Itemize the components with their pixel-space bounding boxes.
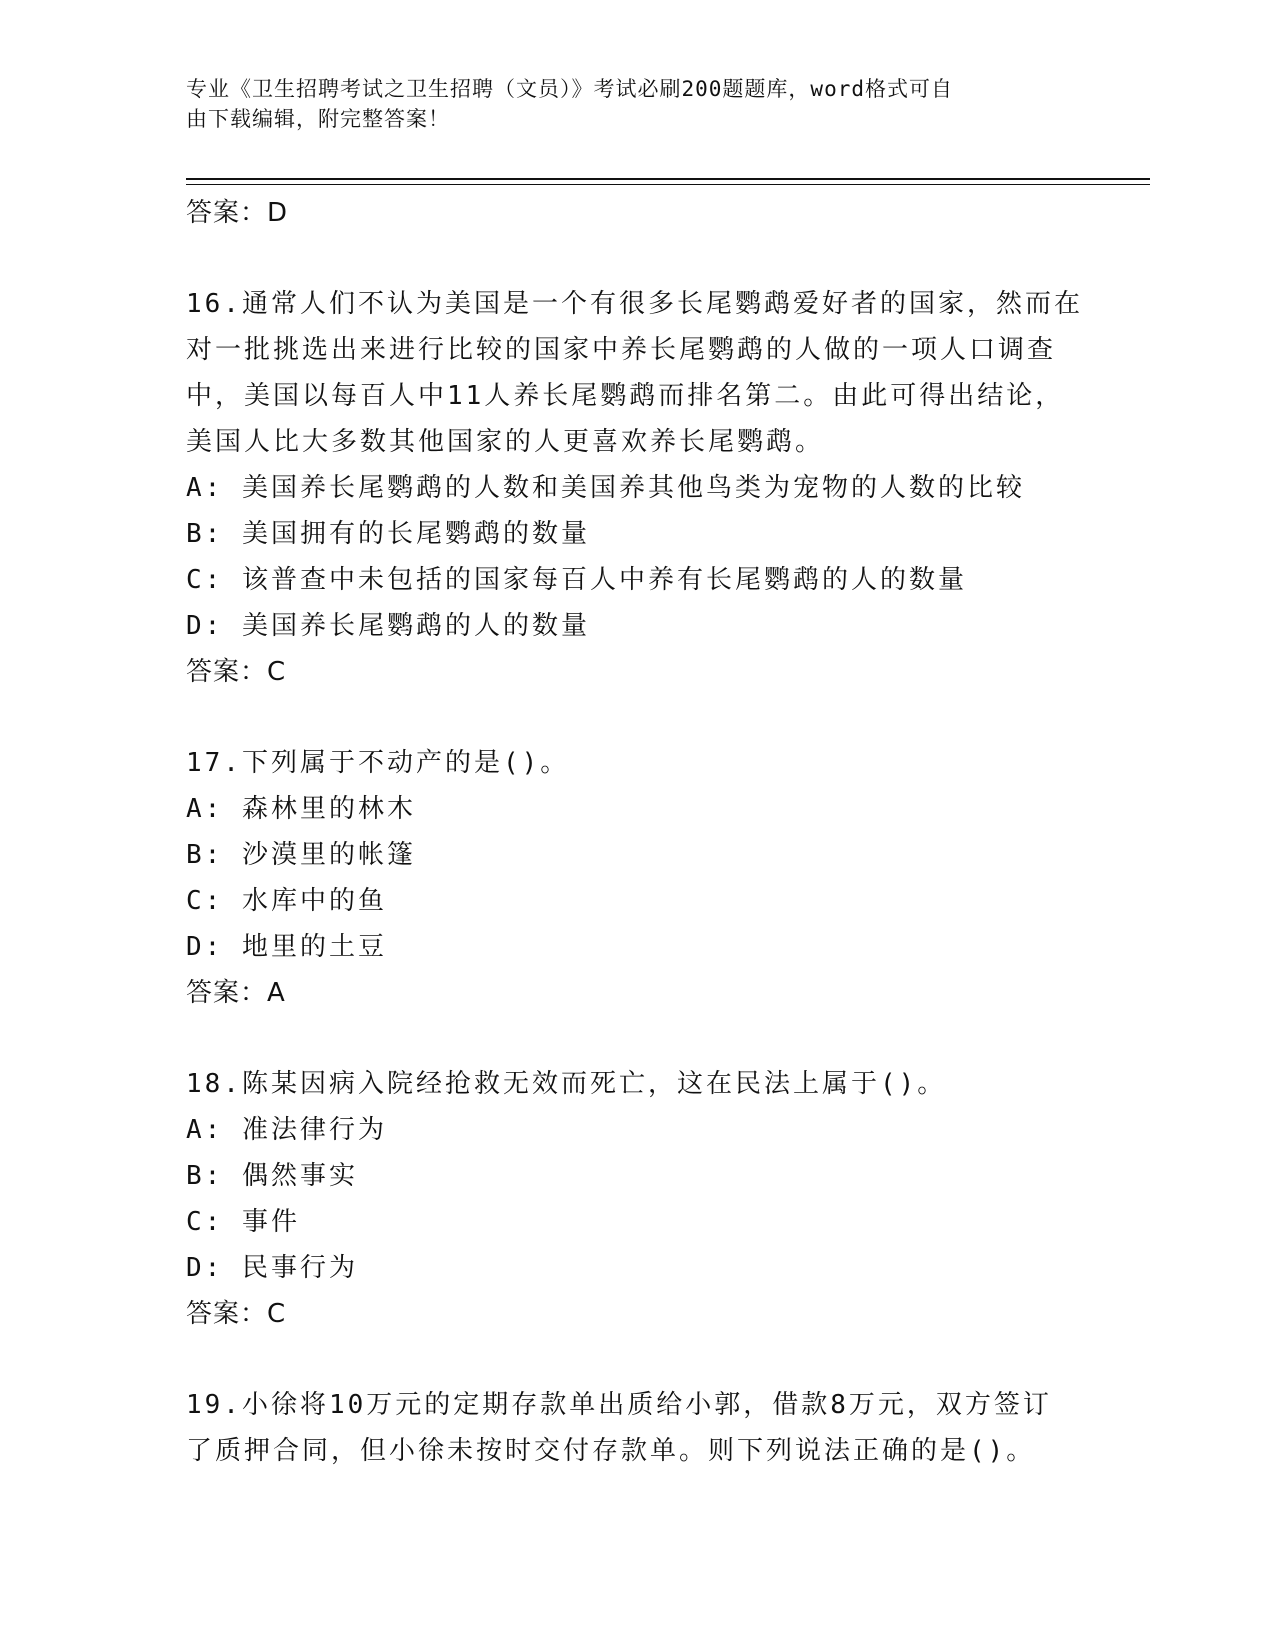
option-d: D: 美国养长尾鹦鹉的人的数量 bbox=[186, 611, 590, 641]
previous-answer: 答案：D bbox=[186, 198, 289, 228]
header-line-1: 专业《卫生招聘考试之卫生招聘（文员）》考试必刷200题题库，word格式可自 bbox=[186, 77, 953, 101]
question-19 bbox=[186, 1382, 1086, 1474]
option-c: C: 该普查中未包括的国家每百人中养有长尾鹦鹉的人的数量 bbox=[186, 565, 967, 595]
question-stem-line: 19.小徐将10万元的定期存款单出质给小郭，借款8万元，双方签订 bbox=[186, 1390, 1052, 1420]
question-stem-line: 美国人比大多数其他国家的人更喜欢养长尾鹦鹉。 bbox=[186, 427, 825, 457]
question-stem-line: 对一批挑选出来进行比较的国家中养长尾鹦鹉的人做的一项人口调查 bbox=[186, 335, 1057, 365]
option-b: B: 偶然事实 bbox=[186, 1161, 358, 1191]
question-17 bbox=[186, 740, 1086, 1016]
question-stem-line: 17.下列属于不动产的是()。 bbox=[186, 748, 570, 778]
option-a: A: 森林里的林木 bbox=[186, 794, 416, 824]
question-stem-line: 18.陈某因病入院经抢救无效而死亡，这在民法上属于()。 bbox=[186, 1069, 947, 1099]
option-c: C: 水库中的鱼 bbox=[186, 886, 387, 916]
option-d: D: 民事行为 bbox=[186, 1253, 358, 1283]
question-stem-line: 中，美国以每百人中11人养长尾鹦鹉而排名第二。由此可得出结论， bbox=[186, 381, 1065, 411]
option-b: B: 美国拥有的长尾鹦鹉的数量 bbox=[186, 519, 590, 549]
document-header bbox=[186, 74, 1066, 134]
option-b: B: 沙漠里的帐篷 bbox=[186, 840, 416, 870]
question-18 bbox=[186, 1061, 1086, 1337]
header-divider-thin bbox=[186, 184, 1150, 185]
option-a: A: 准法律行为 bbox=[186, 1115, 387, 1145]
question-stem-line: 16.通常人们不认为美国是一个有很多长尾鹦鹉爱好者的国家，然而在 bbox=[186, 289, 1083, 319]
header-divider-thick bbox=[186, 178, 1150, 180]
option-a: A: 美国养长尾鹦鹉的人数和美国养其他鸟类为宠物的人数的比较 bbox=[186, 473, 1025, 503]
question-list bbox=[186, 190, 1086, 1474]
option-c: C: 事件 bbox=[186, 1207, 300, 1237]
answer-label: 答案：C bbox=[186, 1299, 287, 1329]
answer-label: 答案：C bbox=[186, 657, 287, 687]
question-16 bbox=[186, 281, 1086, 695]
header-line-2: 由下载编辑，附完整答案！ bbox=[186, 107, 450, 131]
option-d: D: 地里的土豆 bbox=[186, 932, 387, 962]
answer-label: 答案：A bbox=[186, 978, 286, 1008]
question-stem-line: 了质押合同，但小徐未按时交付存款单。则下列说法正确的是()。 bbox=[186, 1436, 1036, 1466]
